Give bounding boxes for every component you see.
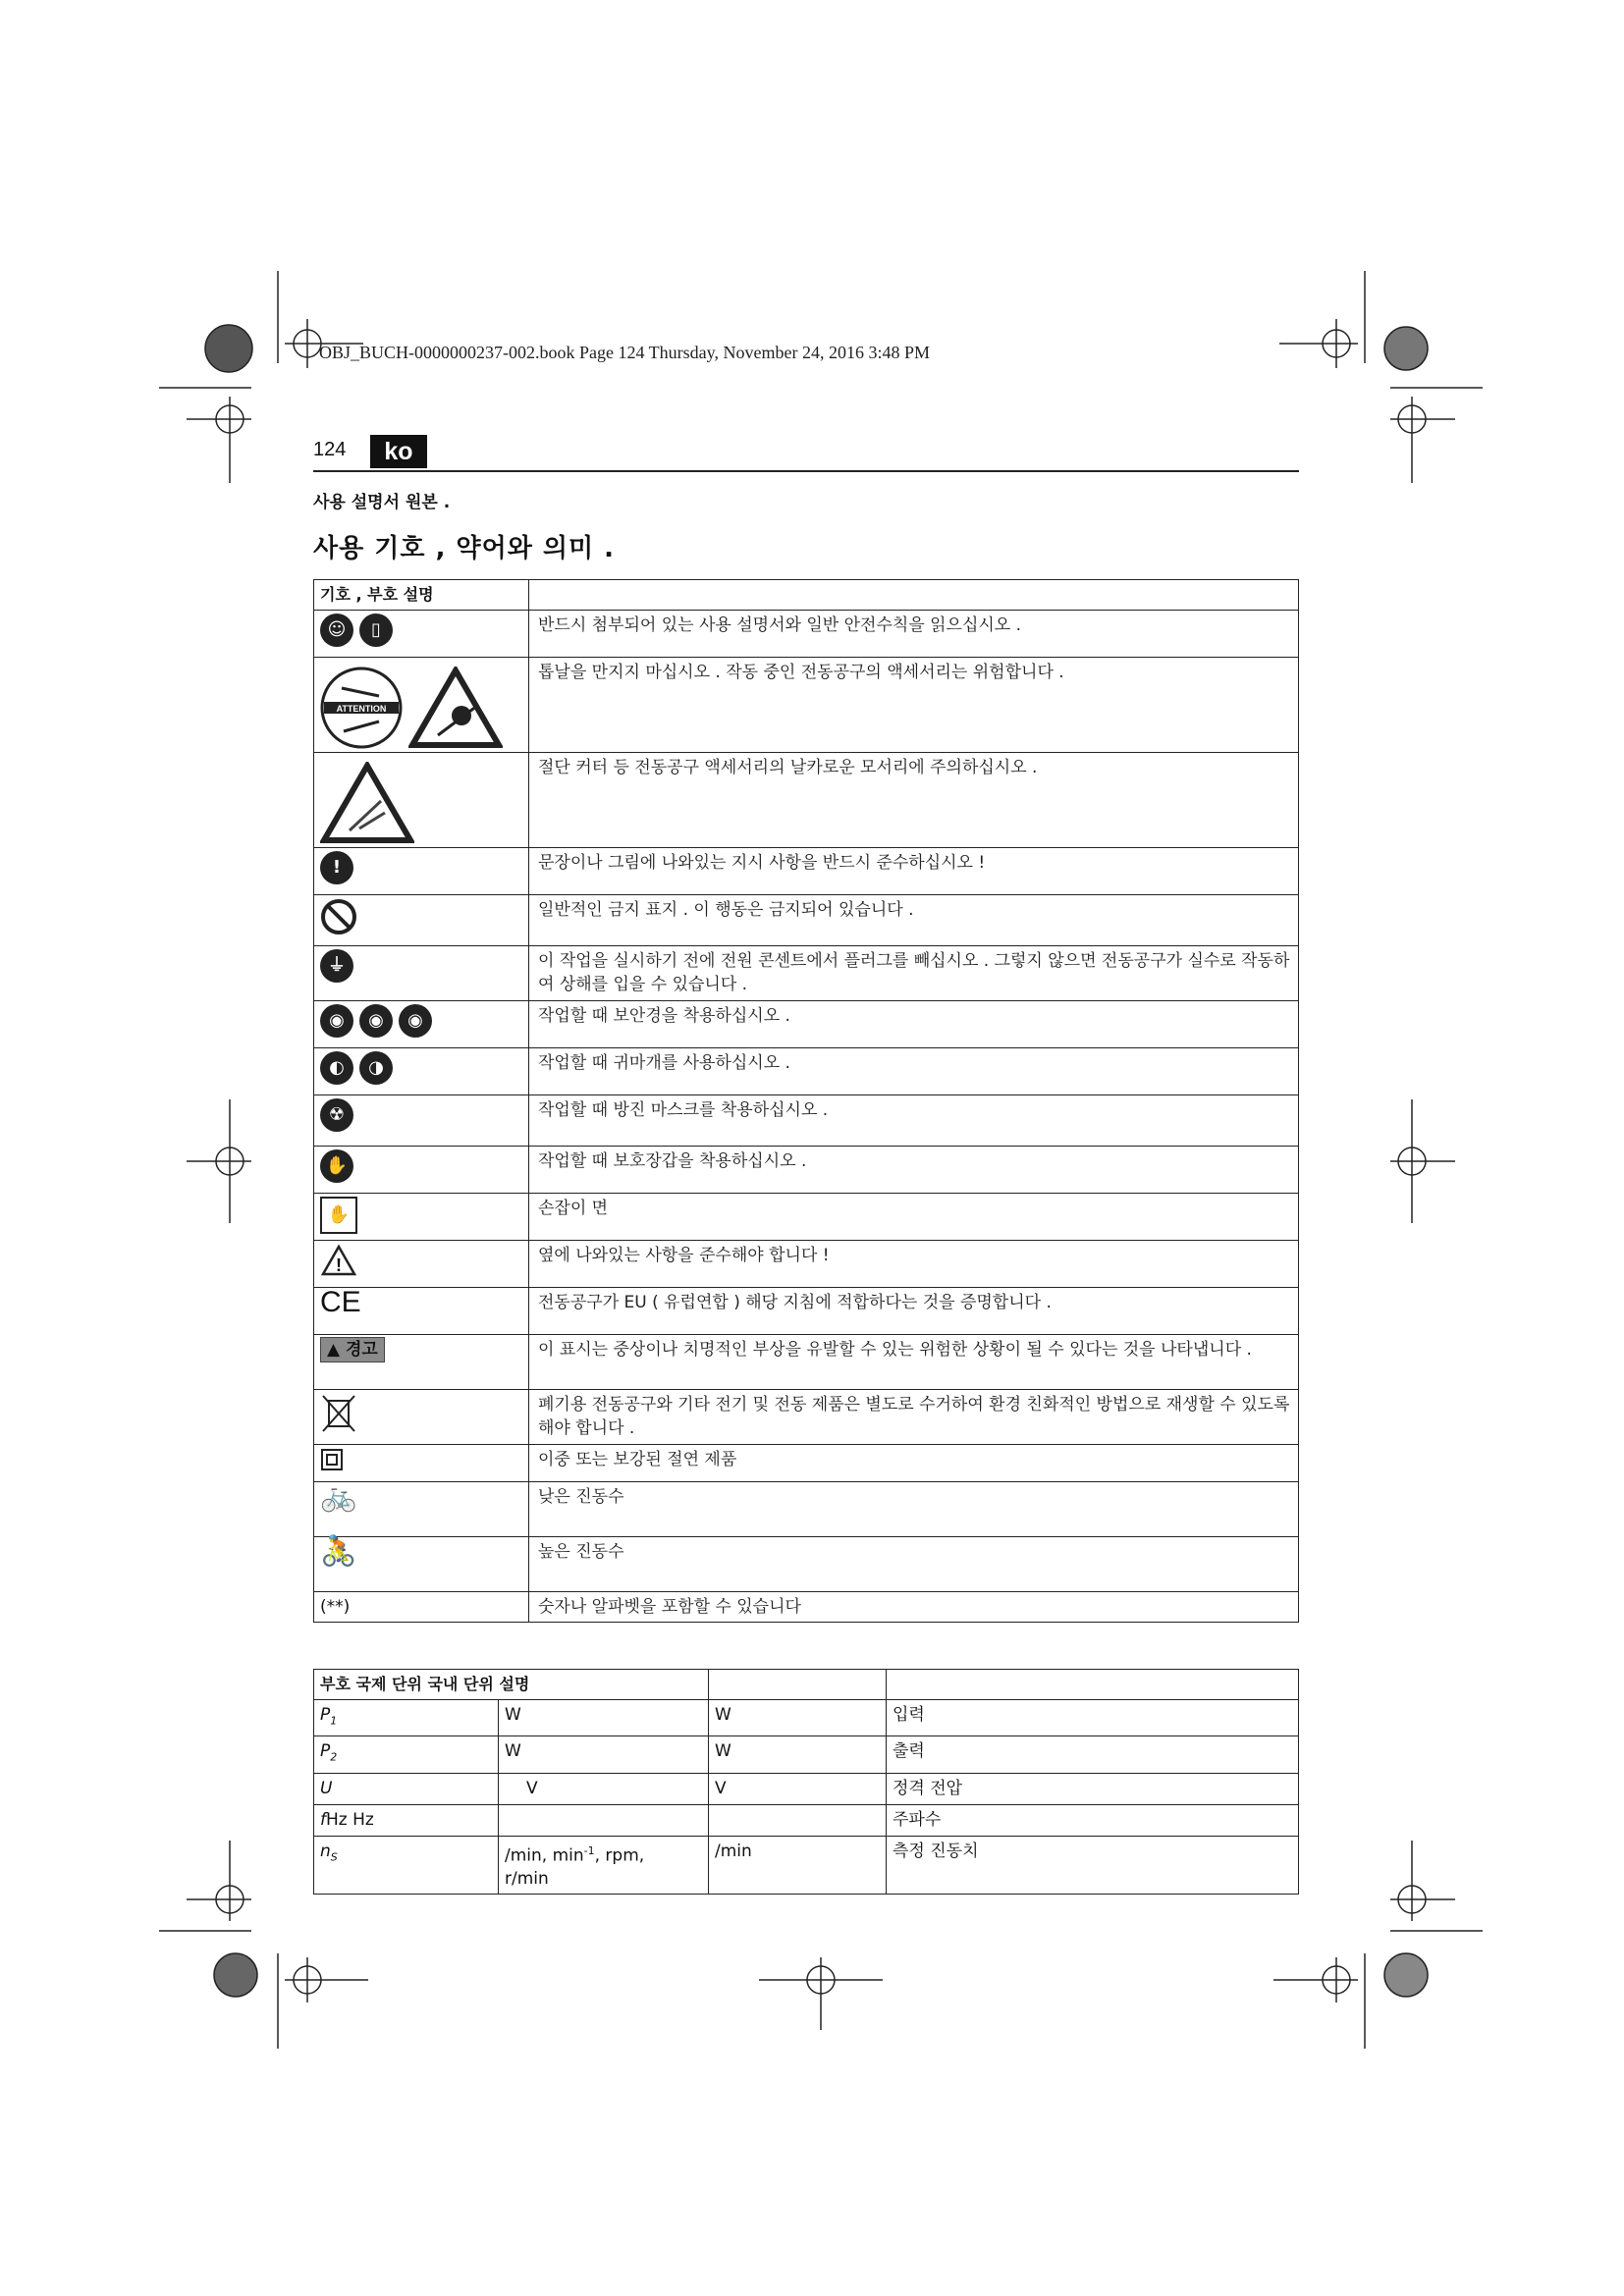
- empty-cell: [709, 1804, 887, 1836]
- warning-triangle-icon: [320, 1244, 357, 1277]
- unit-description: 정격 전압: [887, 1773, 1299, 1804]
- safety-goggles-icon: ◉: [320, 1004, 353, 1038]
- warning-triangle-icon: [408, 667, 503, 749]
- warning-badge-label: 경고: [346, 1340, 378, 1360]
- attention-sharp-blade-icon: [320, 667, 403, 749]
- symbol-description: 이 작업을 실시하기 전에 전원 콘센트에서 플러그를 빼십시오 . 그렇지 않으면 전동공구가 실수로 작동하여 상해를 입을 수 있습니다 .: [529, 946, 1299, 1001]
- page-number: 124: [313, 439, 347, 460]
- table-header-row: [314, 580, 1299, 611]
- si-unit: V: [499, 1773, 709, 1804]
- header-cell: 기호 , 부호 설명: [314, 580, 529, 611]
- symbol-text: (**): [314, 1592, 529, 1623]
- table-header-row: [314, 1670, 1299, 1700]
- slow-cyclist-icon: 🚲: [320, 1479, 357, 1514]
- symbol-description: 일반적인 금지 표지 . 이 행동은 금지되어 있습니다 .: [529, 895, 1299, 946]
- unit-description: 입력: [887, 1700, 1299, 1736]
- local-unit: W: [709, 1736, 887, 1773]
- header-cell: 부호 국제 단위 국내 단위 설명: [314, 1670, 709, 1700]
- table-row: [314, 1194, 1299, 1241]
- si-unit: Hz: [326, 1809, 348, 1830]
- header-cell: [529, 580, 1299, 611]
- symbol-description: 작업할 때 방진 마스크를 착용하십시오 .: [529, 1095, 1299, 1147]
- unplug-icon: ⏚: [320, 949, 353, 983]
- table-row: [314, 848, 1299, 895]
- header-cell: [709, 1670, 887, 1700]
- symbol-description: 작업할 때 귀마개를 사용하십시오 .: [529, 1048, 1299, 1095]
- symbol-description: 톱날을 만지지 마십시오 . 작동 중인 전동공구의 액세서리는 위험합니다 .: [529, 658, 1299, 753]
- fast-cyclist-icon: 🚴: [320, 1534, 357, 1569]
- svg-text:!: !: [336, 1255, 342, 1275]
- si-unit: r/min: [505, 1869, 549, 1890]
- table-row: [314, 1592, 1299, 1623]
- ear-protection-icon: ◑: [359, 1051, 393, 1085]
- symbol: P: [320, 1741, 331, 1762]
- ear-protection-icon: ◐: [320, 1051, 353, 1085]
- table-row: [314, 895, 1299, 946]
- table-row: [314, 1095, 1299, 1147]
- attention-label: ATTENTION: [336, 704, 387, 714]
- mandatory-icon: !: [320, 851, 353, 884]
- si-unit: /min, min: [505, 1845, 584, 1866]
- table-row: [314, 1700, 1299, 1736]
- table-row: [314, 1288, 1299, 1335]
- local-unit: W: [709, 1700, 887, 1736]
- si-unit-exponent: -1: [583, 1843, 595, 1857]
- ce-mark-icon: CE: [320, 1286, 361, 1318]
- symbol-description: 손잡이 면: [529, 1194, 1299, 1241]
- symbol: n: [320, 1841, 331, 1861]
- table-row: [314, 1773, 1299, 1804]
- symbol-description: 이 표시는 중상이나 치명적인 부상을 유발할 수 있는 위험한 상황이 될 수 있다는 것을 나타냅니다 .: [529, 1335, 1299, 1390]
- table-row: [314, 1001, 1299, 1048]
- unit-description: 주파수: [887, 1804, 1299, 1836]
- weee-bin-icon: [320, 1393, 357, 1434]
- unit-description: 출력: [887, 1736, 1299, 1773]
- dust-mask-icon: ☢: [320, 1098, 353, 1132]
- table-row: [314, 611, 1299, 658]
- safety-goggles-icon: ◉: [399, 1004, 432, 1038]
- symbol-description: 폐기용 전동공구와 기타 전기 및 전동 제품은 별도로 수거하여 환경 친화적인 방법으로 재생할 수 있도록 해야 합니다 .: [529, 1390, 1299, 1445]
- unit-description: 측정 진동치: [887, 1836, 1299, 1895]
- symbols-table: [313, 579, 1299, 1623]
- table-row: [314, 753, 1299, 848]
- table-row: [314, 1482, 1299, 1537]
- document-subtitle: 사용 설명서 원본 .: [313, 493, 451, 512]
- local-unit: Hz: [352, 1809, 374, 1830]
- symbol-subscript: 2: [330, 1750, 338, 1764]
- units-table: [313, 1669, 1299, 1895]
- si-unit: W: [499, 1736, 709, 1773]
- symbol-subscript: 1: [330, 1714, 338, 1728]
- gloves-icon: ✋: [320, 1149, 353, 1183]
- face-shield-icon: ◉: [359, 1004, 393, 1038]
- table-row: [314, 1241, 1299, 1288]
- warning-label-icon: ▲ 경고: [320, 1337, 385, 1362]
- symbol-description: 반드시 첨부되어 있는 사용 설명서와 일반 안전수칙을 읽으십시오 .: [529, 611, 1299, 658]
- table-row: [314, 1445, 1299, 1482]
- hand-grip-icon: ✋: [320, 1197, 357, 1234]
- symbol-subscript: S: [330, 1850, 338, 1864]
- si-unit: W: [499, 1700, 709, 1736]
- table-row: [314, 1048, 1299, 1095]
- print-info-line: OBJ_BUCH-0000000237-002.book Page 124 Thursday, November 24, 2016 3:48 PM: [319, 343, 930, 362]
- symbol-description: 낮은 진동수: [529, 1482, 1299, 1537]
- table-row: [314, 1537, 1299, 1592]
- symbol-description: 문장이나 그림에 나와있는 지시 사항을 반드시 준수하십시오 !: [529, 848, 1299, 895]
- header-cell: [887, 1670, 1299, 1700]
- symbol-description: 작업할 때 보호장갑을 착용하십시오 .: [529, 1147, 1299, 1194]
- read-manual-icon: ▯: [359, 614, 393, 647]
- symbol-description: 전동공구가 EU ( 유럽연합 ) 해당 지침에 적합하다는 것을 증명합니다 .: [529, 1288, 1299, 1335]
- symbol: U: [320, 1778, 333, 1798]
- symbol-description: 옆에 나와있는 사항을 준수해야 합니다 !: [529, 1241, 1299, 1288]
- table-row: [314, 1804, 1299, 1836]
- table-row: [314, 658, 1299, 753]
- symbol-description: 높은 진동수: [529, 1537, 1299, 1592]
- symbol: f: [320, 1809, 326, 1830]
- table-row: [314, 1147, 1299, 1194]
- symbol-description: 이중 또는 보강된 절연 제품: [529, 1445, 1299, 1482]
- local-unit: V: [709, 1773, 887, 1804]
- cut-hazard-icon: [320, 762, 414, 844]
- table-row: [314, 1736, 1299, 1773]
- table-row: [314, 946, 1299, 1001]
- symbol-description: 숫자나 알파벳을 포함할 수 있습니다: [529, 1592, 1299, 1623]
- header-rule: [313, 470, 1299, 472]
- si-unit: , rpm,: [594, 1845, 645, 1866]
- table-row: [314, 1390, 1299, 1445]
- symbol: P: [320, 1705, 331, 1725]
- language-tab: ko: [370, 435, 427, 468]
- read-manual-icon: ☺: [320, 614, 353, 647]
- local-unit: /min: [709, 1836, 887, 1895]
- symbol-description: 절단 커터 등 전동공구 액세서리의 날카로운 모서리에 주의하십시오 .: [529, 753, 1299, 848]
- table-row: [314, 1836, 1299, 1895]
- symbol-description: 작업할 때 보안경을 착용하십시오 .: [529, 1001, 1299, 1048]
- table-row: [314, 1335, 1299, 1390]
- empty-cell: [499, 1804, 709, 1836]
- prohibited-icon: [320, 898, 357, 935]
- page-title: 사용 기호 , 약어와 의미 .: [313, 534, 616, 563]
- double-insulation-icon: [320, 1448, 344, 1471]
